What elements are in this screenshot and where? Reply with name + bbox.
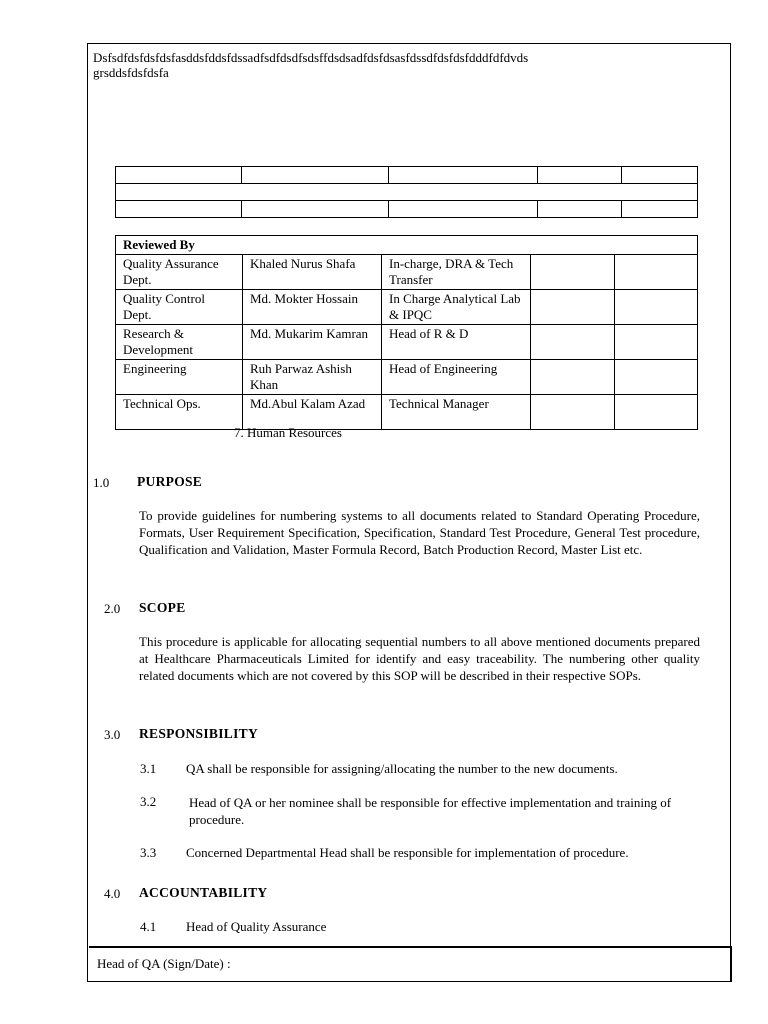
sign-cell [531,360,615,395]
header-line-1: Dsfsdfdsfdsfdsfasddsfddsfdssadfsdfdsdfsdsffdsdsadfdsfdsasfdssdfdsfdsfdddfdfdvds [93,50,529,65]
name-cell: Md. Mokter Hossain [243,290,382,325]
dept-cell: Technical Ops. [116,395,243,430]
section-title-responsibility: RESPONSIBILITY [139,726,258,741]
sign-cell [531,325,615,360]
item-number: 4.1 [140,919,157,934]
responsibility-item: Head of QA or her nominee shall be responsible for effective implementation and training of procedure. [189,795,672,827]
name-cell: Khaled Nurus Shafa [243,255,382,290]
purpose-paragraph: To provide guidelines for numbering systems to all documents related to Standard Operating Procedure, Formats, User Requirement Specification, Specification, Standard Test Procedure, General Test procedure, Qualification and Validation, Master Formula Record, Batch Production Record, Master List etc. [139,508,700,557]
date-cell [615,360,698,395]
dept-cell: Research & Development [116,325,243,360]
reviewed-by-table [115,235,698,430]
dept-cell: Quality Control Dept. [116,290,243,325]
section-number: 1.0 [93,475,110,490]
sign-cell [531,290,615,325]
date-cell [615,395,698,430]
name-cell: Md. Mukarim Kamran [243,325,382,360]
title-cell: Technical Manager [382,395,531,430]
title-cell: In-charge, DRA & Tech Transfer [382,255,531,290]
name-cell: Md.Abul Kalam Azad [243,395,382,430]
footer-sign-label: Head of QA (Sign/Date) : [97,956,231,971]
title-cell: Head of R & D [382,325,531,360]
section-number: 4.0 [104,886,121,901]
date-cell [615,290,698,325]
table-row [116,290,698,325]
item-number: 3.1 [140,761,157,776]
section-title-scope: SCOPE [139,600,186,615]
section-title-purpose: PURPOSE [137,474,203,489]
date-cell [615,255,698,290]
table-row [116,255,698,290]
title-cell: In Charge Analytical Lab & IPQC [382,290,531,325]
table-row [116,325,698,360]
title-cell: Head of Engineering [382,360,531,395]
section-number: 3.0 [104,727,121,742]
document-header [93,50,723,80]
section-number: 2.0 [104,601,121,616]
responsibility-item: QA shall be responsible for assigning/allocating the number to the new documents. [186,761,618,776]
date-cell [615,325,698,360]
item-number: 3.2 [140,794,157,809]
responsibility-item: Concerned Departmental Head shall be responsible for implementation of procedure. [186,845,629,860]
dept-cell: Engineering [116,360,243,395]
name-cell: Ruh Parwaz Ashish Khan [243,360,382,395]
blank-signature-table [115,166,698,218]
human-resources-line: 7. Human Resources [234,425,342,440]
accountability-item: Head of Quality Assurance [186,919,327,934]
header-line-2: grsddsfdsfdsfa [93,65,169,80]
sign-cell [531,255,615,290]
item-number: 3.3 [140,845,157,860]
reviewed-by-heading: Reviewed By [116,236,698,255]
scope-paragraph: This procedure is applicable for allocating sequential numbers to all above mentioned documents prepared at Healthcare Pharmaceuticals Limited for identify and easy traceability. The numbering other quality related documents which are not covered by this SOP will be described in their respective SOPs. [139,634,700,683]
sign-cell [531,395,615,430]
section-title-accountability: ACCOUNTABILITY [139,885,268,900]
table-row [116,395,698,430]
dept-cell: Quality Assurance Dept. [116,255,243,290]
table-row [116,360,698,395]
